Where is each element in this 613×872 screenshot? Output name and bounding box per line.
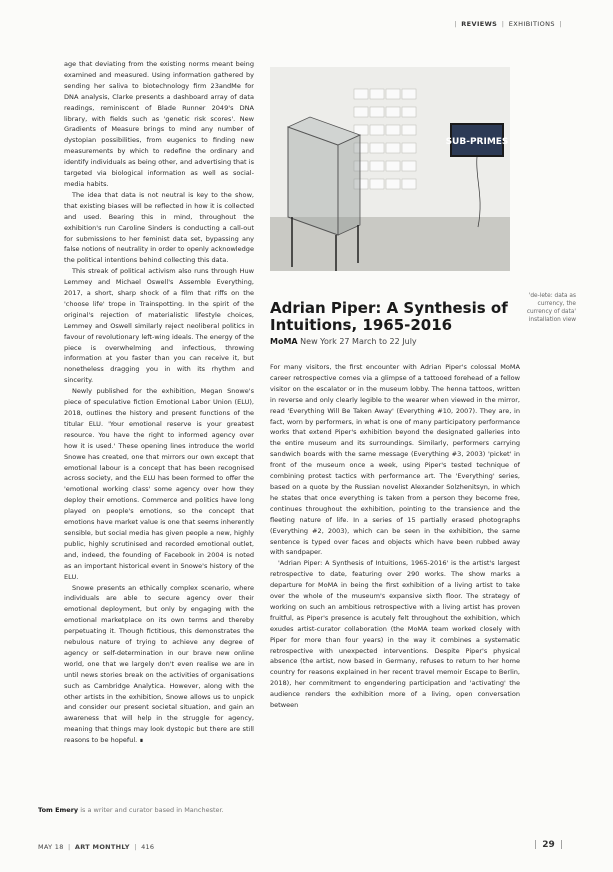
footer-issue: MAY 18 | ART MONTHLY | 416 (38, 843, 155, 851)
left-paragraph: age that deviating from the existing norms meant being examined and measured. Using information gathered by sending her saliva to biotechnology firm 23andMe for DNA analysis, Clarke presents a dashboard array of data readings, reminiscent of Blade Runner 2049's DNA library, with fields such as 'genetic risk scores'. New Gradients of Measure brings to mind any number of dystopian possibilities, from eugenics to finding new measurements by which to redefine the ordinary and identify individuals as being other, and advertising that is targeted via biological information as well as social-media habits. (64, 60, 254, 188)
left-paragraph: Newly published for the exhibition, Megan Snowe's piece of speculative fiction Emotional Labor Union (ELU), 2018, outlines the history and present functions of the titular ELU. 'Your emotional reserve is your greatest resource. You have the right to informed agency over how it is used.' These opening lines introduce the world Snowe has created, one that mirrors our own except that emotional labour is a concept that has been recognised across society, and the ELU has been formed to offer the 'emotional working class' some agency over how they deploy their emotions. Commerce and politics have long played on people's emotions, so the concept that emotions have market value is one that seems inherently sensible, but social media has given people a new, highly public, highly scrutinised and recorded emotional outlet, and, indeed, the founding of Facebook in 2004 is noted as an important historical event in Snowe's history of the ELU. (64, 387, 254, 581)
article-paragraph: 'Adrian Piper: A Synthesis of Intuitions, 1965-2016' is the artist's largest retrospective to date, featuring over 290 works. The show marks a departure for MoMA in being the first exhibition of a living artist to take over the whole of the museum's expansive sixth floor. The strategy of working on such an ambitious retrospective with a living artist has proven fruitful, as Piper's presence is acutely felt throughout the exhibition, which exudes artist-curator collaboration (the MoMA team worked closely with Piper for more than four years) in the way it combines a systematic retrospective with unexpected interventions. Despite Piper's physical absence (the artist, now based in Germany, refuses to return to her home country for reasons explained in her recent travel memoir Escape to Berlin, 2018), her commitment to engendering participation and 'activating' the audience renders the exhibition more of a living, open conversation between (270, 559, 520, 710)
page-number-block: | 29 | (534, 840, 563, 850)
author-bio: is a writer and curator based in Manchester. (80, 806, 224, 814)
issue-number: 416 (141, 843, 155, 851)
venue-name: MoMA (270, 337, 298, 346)
left-paragraph: Snowe presents an ethically complex scenario, where individuals are able to secure agency over their emotional deployment, but only by engaging with the emotional marketplace on its own terms and thereby perpetuating it. Though fictitious, this demonstrates the nebulous nature of trying to achieve any degree of agency or self-determination in our brave new online world, one that we largely don't even realise we are in until news stories break on the activities of organisations such as Cambridge Analytica. However, along with the other artists in the exhibition, Snowe allows us to unpick and consider our present societal situation, and gain an awareness that will help in the struggle for agency, meaning that things may look dystopic but there are still reasons to be hopeful. ∎ (64, 583, 254, 745)
photo-caption: 'de-lete: data as currency, the currency of data' installation view (526, 293, 576, 323)
section-label: REVIEWS (461, 20, 498, 28)
subsection-label: EXHIBITIONS (508, 20, 555, 28)
left-paragraph: This streak of political activism also runs through Huw Lemmey and Michael Oswell's Assemble Everything, 2017, a short, sharp shock of a film that riffs on the 'choose life' trope in Trainspotting. In the spirit of the original's rejection of materialistic lifestyle choices, Lemmey and Oswell similarly reject neoliberal politics in favour of revolutionary left-wing ideals. The energy of the piece is overwhelming and infectious, throwing information at you faster than you can receive it, but nonetheless dragging you in with its rhythm and sincerity. (64, 267, 254, 385)
article-paragraph: For many visitors, the first encounter with Adrian Piper's colossal MoMA career retrospective comes via a glimpse of a tattooed forehead of a fellow visitor on the escalator or in the museum lobby. The henna tattoos, written in reverse and only clearly legible to the wearer when viewed in the mirror, read 'Everything Will Be Taken Away' (Everything #10, 2007). They are, in fact, worn by performers, in what is one of many participatory performance works that extend Piper's exhibition beyond the designated galleries into the entire museum and its surroundings. Similarly, performers carrying sandwich boards with the same message (Everything #3, 2003) 'picket' in front of the museum once a week, using Piper's tested technique of combining protest tactics with performance art. The 'Everything' series, based on a quote by the Russian novelist Alexander Solzhenitsyn, in which he states that once everything is taken from a person they become free, continues throughout the exhibition, pointing to the transience and the fleeting nature of life. In a series of 15 partially erased photographs (Everything #2, 2003), which can be seen in the exhibition, the same sentence is typed over faces and objects which have been rubbed away with sandpaper. (270, 363, 520, 557)
article-title: Adrian Piper: A Synthesis of Intuitions, 1965-2016 (270, 299, 508, 334)
author-name: Tom Emery (38, 806, 79, 814)
article-body (270, 362, 520, 711)
left-paragraph: The idea that data is not neutral is key to the show, that existing biases will be reflected in how it is collected and used. Bearing this in mind, throughout the exhibition's run Caroline Sinders is conducting a call-out for submissions to her feminist data set, bypassing any false notions of neutrality in order to openly acknowledge the political intentions behind collecting this data. (64, 190, 254, 265)
magazine-name: ART MONTHLY (74, 843, 130, 851)
venue-details: New York 27 March to 22 July (300, 337, 417, 346)
left-column (64, 59, 254, 746)
installation-photo (270, 67, 510, 271)
venue-line (270, 337, 520, 346)
section-header: | REVIEWS | EXHIBITIONS | (454, 20, 562, 28)
page-number: 29 (542, 840, 555, 850)
author-byline (38, 806, 258, 814)
issue-date: MAY 18 (38, 843, 64, 851)
screen-text: SUB-PRIMES (445, 137, 509, 147)
